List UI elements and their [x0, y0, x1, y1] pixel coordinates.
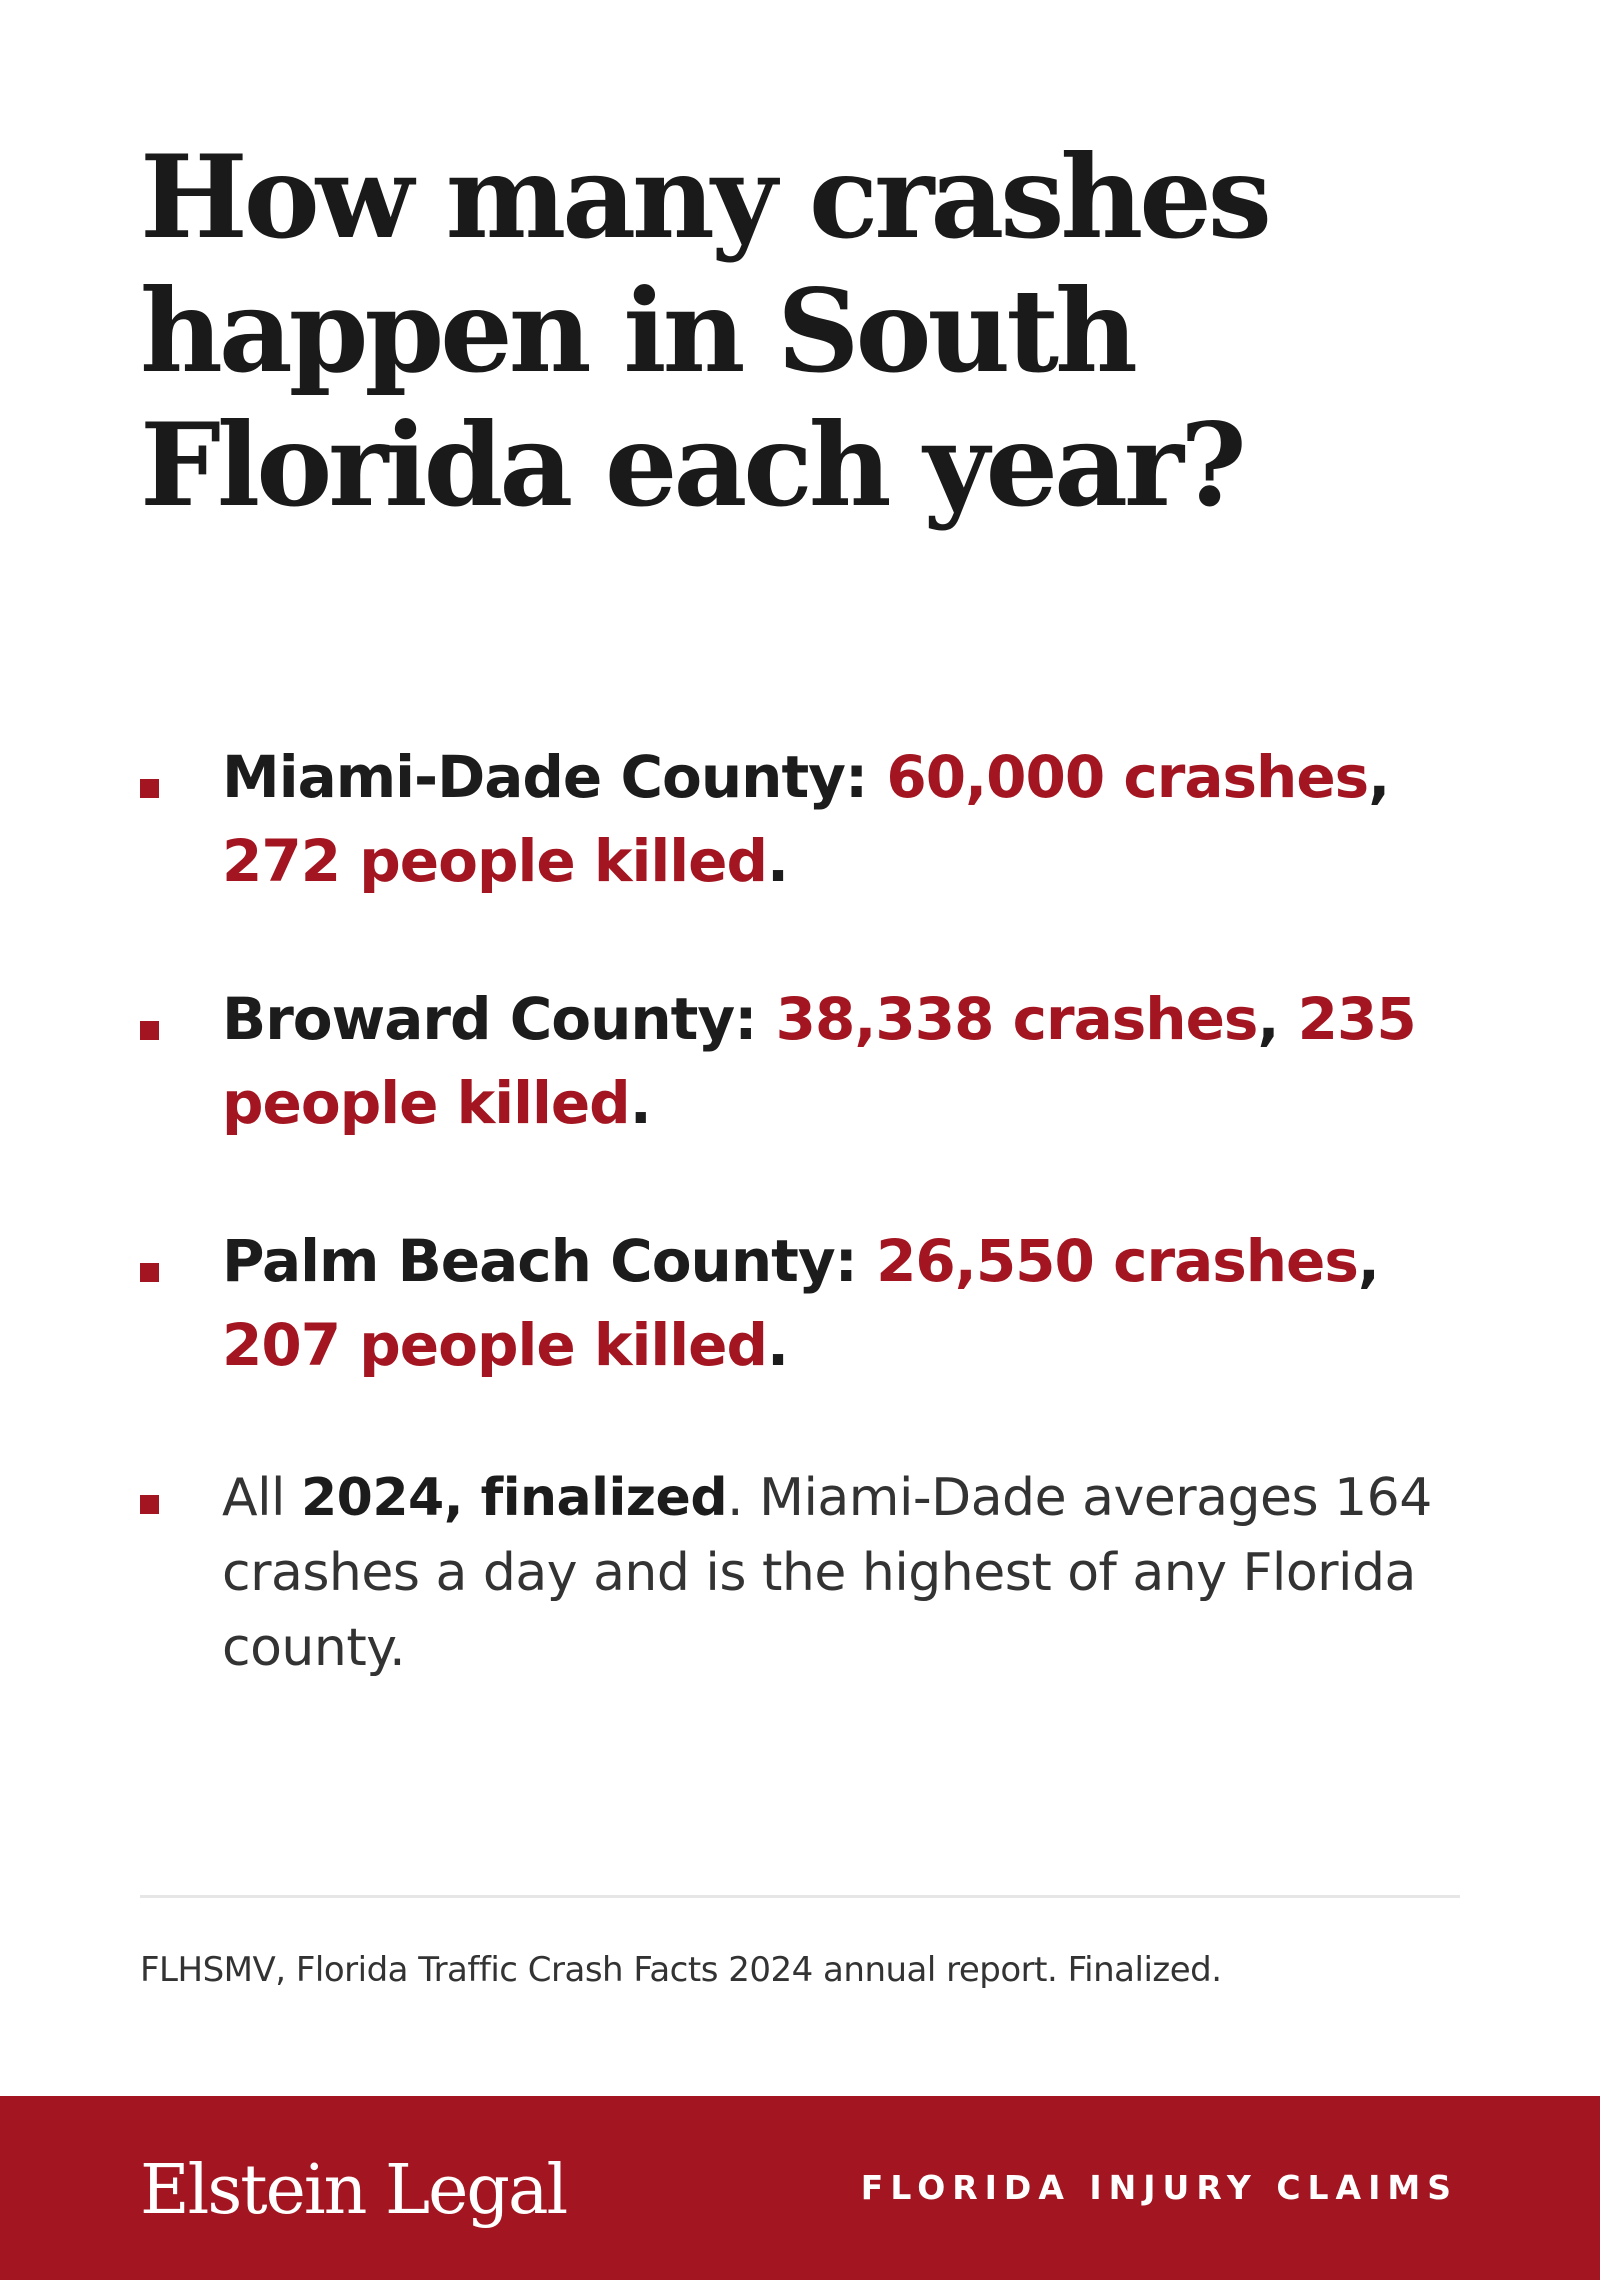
list-item-palm-beach [140, 1219, 1470, 1387]
page-title-line-1: How many crashes [140, 130, 1268, 264]
note-rest: . Miami-Dade averages 164 crashes a day and is the highest of any Florida county. [222, 1468, 1432, 1678]
crash-count: 26,550 crashes [876, 1227, 1358, 1295]
brand-name: Elstein Legal [140, 2151, 567, 2230]
crash-count: 60,000 crashes [886, 743, 1369, 811]
list-item-text: Broward County: 38,338 crashes, 235 people killed. [222, 985, 1416, 1137]
square-bullet-icon [140, 1495, 159, 1514]
divider [140, 1895, 1460, 1898]
crash-count: 38,338 crashes [775, 985, 1258, 1053]
square-bullet-icon [140, 1021, 159, 1040]
county-name: Broward County: [222, 985, 757, 1053]
note-text [222, 1461, 1470, 1686]
square-bullet-icon [140, 779, 159, 798]
square-bullet-icon [140, 1263, 159, 1282]
list-item-note [140, 1461, 1470, 1686]
source-citation: FLHSMV, Florida Traffic Crash Facts 2024 annual report. Finalized. [140, 1950, 1222, 1990]
county-name: Miami-Dade County: [222, 743, 868, 811]
tagline: FLORIDA INJURY CLAIMS [860, 2168, 1458, 2207]
fatality-count: 235 people killed [222, 985, 1416, 1137]
fatality-count: 272 people killed [222, 827, 767, 895]
crash-stats-list [140, 735, 1470, 1760]
list-item-broward [140, 977, 1470, 1145]
list-item-text: Miami-Dade County: 60,000 crashes, 272 people killed. [222, 743, 1390, 895]
fatality-count: 207 people killed [222, 1311, 767, 1379]
page-title-line-3: Florida each year? [140, 398, 1243, 532]
note-prefix: All [222, 1468, 301, 1528]
page-title [140, 130, 1440, 532]
list-item-text: Palm Beach County: 26,550 crashes, 207 people killed. [222, 1227, 1379, 1379]
county-name: Palm Beach County: [222, 1227, 857, 1295]
note-bold: 2024, finalized [301, 1468, 728, 1528]
list-item-miami-dade [140, 735, 1470, 903]
page-title-line-2: happen in South [140, 264, 1134, 398]
footer-bar [0, 2096, 1600, 2280]
